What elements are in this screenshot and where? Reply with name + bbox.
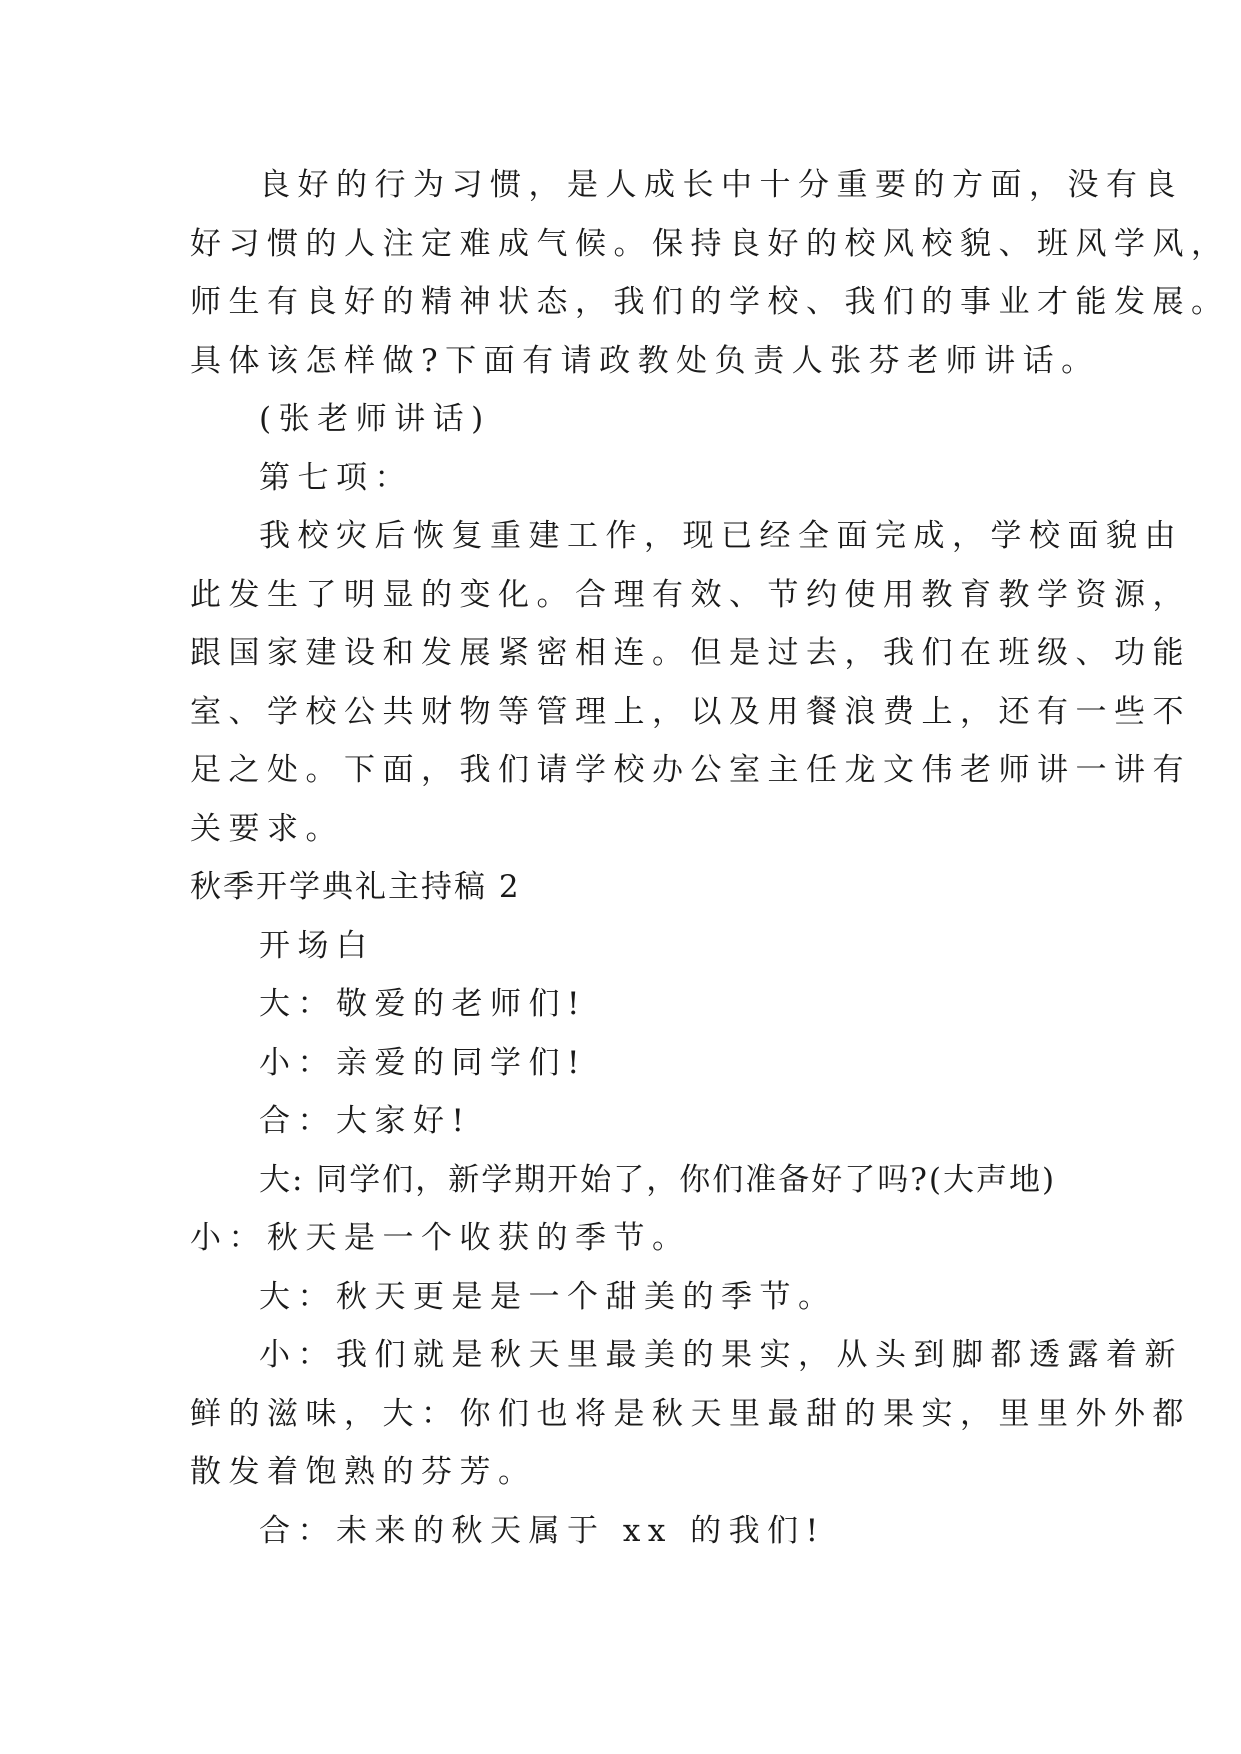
paragraph-line: 具体该怎样做?下面有请政教处负责人张芬老师讲话。 [190,342,1100,379]
paragraph-line: 足之处。下面，我们请学校办公室主任龙文伟老师讲一讲有 [190,752,1191,788]
dialogue-line: 小：我们就是秋天里最美的果实，从头到脚都透露着新 [259,1337,1183,1373]
paragraph-line: 我校灾后恢复重建工作，现已经全面完成，学校面貌由 [259,518,1183,554]
dialogue-line: 合：大家好! [259,1103,472,1139]
section-label: 第七项： [259,459,413,496]
paragraph-line: 师生有良好的精神状态，我们的学校、我们的事业才能发展。 [190,284,1230,320]
paragraph-line: 良好的行为习惯，是人成长中十分重要的方面，没有良 [259,167,1183,203]
dialogue-line: 小：亲爱的同学们! [259,1044,587,1081]
dialogue-line: 大: 同学们，新学期开始了，你们准备好了吗?(大声地) [259,1161,1057,1198]
paragraph-line: 室、学校公共财物等管理上，以及用餐浪费上，还有一些不 [190,693,1191,730]
dialogue-line: 散发着饱熟的芬芳。 [190,1454,537,1490]
paragraph-line: 此发生了明显的变化。合理有效、节约使用教育教学资源， [190,576,1191,613]
document-body [190,156,1230,1560]
dialogue-line: 小：秋天是一个收获的季节。 [190,1220,691,1256]
paragraph-line: 开场白 [259,927,375,964]
paragraph-line: (张老师讲话) [259,401,491,437]
paragraph-line: 好习惯的人注定难成气候。保持良好的校风校貌、班风学风， [190,225,1230,262]
dialogue-line: 大：秋天更是是一个甜美的季节。 [259,1278,837,1315]
dialogue-line: 鲜的滋味，大：你们也将是秋天里最甜的果实，里里外外都 [190,1395,1191,1432]
paragraph-line: 跟国家建设和发展紧密相连。但是过去，我们在班级、功能 [190,635,1191,671]
paragraph-line: 关要求。 [190,810,344,847]
dialogue-line: 合：未来的秋天属于 xx 的我们! [259,1512,826,1549]
dialogue-line: 大：敬爱的老师们! [259,986,587,1022]
section-heading: 秋季开学典礼主持稿 2 [190,869,521,905]
